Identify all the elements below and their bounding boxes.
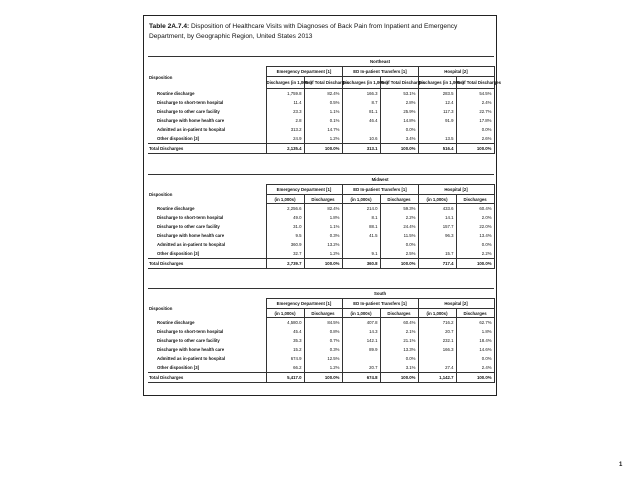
cell: 22.7%	[456, 107, 494, 116]
cell: 13.3%	[380, 345, 418, 354]
cell: 166.3	[342, 89, 380, 99]
region-label: Northeast	[266, 57, 494, 67]
cell: 360.9	[266, 240, 304, 249]
region-label: South	[266, 289, 494, 299]
col-header: Discharges	[304, 309, 342, 318]
cell: 13.2%	[304, 240, 342, 249]
cell: 89.9	[342, 345, 380, 354]
cell: 82.4%	[304, 204, 342, 214]
cell: 20.7	[418, 327, 456, 336]
cell: 2.4%	[456, 363, 494, 373]
cell: 1,142.7	[418, 373, 456, 383]
row-label: Discharge with home health care	[157, 347, 225, 352]
cell: 41.5	[342, 231, 380, 240]
cell: 2.8	[266, 116, 304, 125]
cell: 100.0%	[304, 373, 342, 383]
cell: 313.2	[266, 125, 304, 134]
cell: 117.3	[418, 107, 456, 116]
col-header: Discharges	[380, 309, 418, 318]
group-header-ed-transfers: ED In-patient Transfers [1]	[342, 67, 418, 77]
cell: 96.3	[418, 231, 456, 240]
table-row	[148, 354, 494, 363]
cell: 14.8%	[380, 116, 418, 125]
col-header: (in 1,000s)	[342, 309, 380, 318]
cell: 674.9	[266, 354, 304, 363]
cell	[418, 240, 456, 249]
cell: 166.3	[418, 345, 456, 354]
cell: 14.3	[342, 327, 380, 336]
group-header-ed: Emergency Department [1]	[266, 185, 342, 195]
table-row	[148, 98, 494, 107]
cell: 716.2	[418, 318, 456, 328]
row-label: Discharge to short-term hospital	[157, 100, 224, 105]
cell: 100.0%	[380, 373, 418, 383]
cell: 0.3%	[304, 345, 342, 354]
total-label: Total Discharges	[148, 259, 266, 269]
table-frame	[143, 15, 502, 396]
col-header: (in 1,000s)	[418, 309, 456, 318]
cell: 0.0%	[380, 125, 418, 134]
cell: 100.0%	[456, 144, 494, 154]
cell: 8.1	[342, 213, 380, 222]
table-row	[148, 336, 494, 345]
table-row	[148, 125, 494, 134]
cell: 10.6	[342, 134, 380, 144]
total-row	[148, 373, 494, 383]
table-row	[148, 222, 494, 231]
row-label: Discharge with home health care	[157, 118, 225, 123]
cell: 2,135.4	[266, 144, 304, 154]
col-header: (in 1,000s)	[418, 195, 456, 204]
row-label: Discharge to other care facility	[157, 224, 220, 229]
table-row	[148, 134, 494, 144]
cell: 2.4%	[456, 98, 494, 107]
cell: 12.4	[418, 98, 456, 107]
group-header-hospital: Hospital [2]	[418, 299, 494, 309]
cell	[342, 354, 380, 363]
cell: 12.5%	[304, 354, 342, 363]
cell: 283.5	[418, 89, 456, 99]
table-row	[148, 213, 494, 222]
group-header-hospital: Hospital [2]	[418, 185, 494, 195]
cell: 313.1	[342, 144, 380, 154]
cell: 214.0	[342, 204, 380, 214]
cell: 3.4%	[380, 134, 418, 144]
cell: 360.8	[342, 259, 380, 269]
cell: 157.7	[418, 222, 456, 231]
row-label: Other disposition [3]	[157, 136, 200, 141]
cell: 1.8%	[456, 327, 494, 336]
col-header: Discharges	[380, 195, 418, 204]
cell: 84.5%	[304, 318, 342, 328]
cell: 717.4	[418, 259, 456, 269]
cell: 2,256.6	[266, 204, 304, 214]
cell: 674.8	[342, 373, 380, 383]
group-header-ed: Emergency Department [1]	[266, 299, 342, 309]
total-row	[148, 259, 494, 269]
cell: 81.1	[342, 107, 380, 116]
cell: 54.5%	[456, 89, 494, 99]
row-label: Admitted as in-patient to hospital	[157, 242, 226, 247]
cell: 21.1%	[380, 336, 418, 345]
region-table-midwest	[148, 174, 495, 269]
cell: 1.1%	[304, 222, 342, 231]
cell: 0.7%	[304, 336, 342, 345]
cell: 24.4%	[380, 222, 418, 231]
table-row	[148, 345, 494, 354]
col-header: Discharges (in 1,000s)	[266, 77, 304, 89]
row-label: Discharge with home health care	[157, 233, 225, 238]
cell: 14.6%	[456, 345, 494, 354]
disposition-header: Disposition	[149, 75, 173, 80]
cell: 2.0%	[456, 213, 494, 222]
cell: 2.2%	[456, 249, 494, 259]
cell: 15.2	[266, 345, 304, 354]
cell: 100.0%	[304, 144, 342, 154]
total-label: Total Discharges	[148, 144, 266, 154]
cell: 9.1	[342, 249, 380, 259]
total-row	[148, 144, 494, 154]
row-label: Other disposition [3]	[157, 365, 200, 370]
cell: 0.0%	[456, 125, 494, 134]
row-label: Routine discharge	[157, 319, 195, 325]
total-label: Total Discharges	[148, 373, 266, 383]
cell: 60.4%	[380, 318, 418, 328]
col-header: % of Total Discharges	[304, 77, 342, 89]
cell: 14.1	[418, 213, 456, 222]
region-table-south	[148, 288, 495, 383]
table-row	[148, 204, 494, 214]
col-header: % of Total Discharges	[380, 77, 418, 89]
table-row	[148, 240, 494, 249]
row-label: Routine discharge	[157, 205, 195, 211]
cell: 88.1	[342, 222, 380, 231]
row-label: Routine discharge	[157, 90, 195, 96]
cell: 433.6	[418, 204, 456, 214]
cell: 1.1%	[304, 107, 342, 116]
cell: 9.5	[266, 231, 304, 240]
cell: 25.9%	[380, 107, 418, 116]
table-row	[148, 116, 494, 125]
cell: 2.8%	[380, 98, 418, 107]
col-header: Discharges	[304, 195, 342, 204]
cell: 15.7	[418, 249, 456, 259]
cell: 1.2%	[304, 134, 342, 144]
cell: 0.5%	[304, 98, 342, 107]
cell: 23.3	[266, 107, 304, 116]
col-header: Discharges	[456, 195, 494, 204]
table-title	[149, 22, 495, 42]
cell: 2,739.7	[266, 259, 304, 269]
cell: 0.0%	[380, 240, 418, 249]
region-label: Midwest	[266, 175, 494, 185]
cell: 407.8	[342, 318, 380, 328]
cell: 11.4	[266, 98, 304, 107]
cell: 31.0	[266, 222, 304, 231]
cell: 1,759.8	[266, 89, 304, 99]
table-title-text: Disposition of Healthcare Visits with Diagnoses of Back Pain from Inpatient and Emergency Department, by Geographic Region, United States 2013	[149, 23, 458, 40]
table-row	[148, 231, 494, 240]
cell: 142.1	[342, 336, 380, 345]
cell	[342, 240, 380, 249]
cell: 45.4	[266, 327, 304, 336]
cell: 8.7	[342, 98, 380, 107]
cell: 66.2	[266, 363, 304, 373]
cell: 2.5%	[380, 249, 418, 259]
page-number: 1	[619, 462, 623, 468]
table-row	[148, 363, 494, 373]
cell: 1.2%	[304, 363, 342, 373]
cell: 17.8%	[456, 116, 494, 125]
table-title-label: Table 2A.7.4:	[149, 23, 190, 30]
cell: 2.2%	[380, 213, 418, 222]
cell: 0.3%	[304, 231, 342, 240]
cell	[342, 125, 380, 134]
cell: 2.1%	[380, 327, 418, 336]
table-row	[148, 327, 494, 336]
col-header: Discharges (in 1,000s)	[418, 77, 456, 89]
row-label: Discharge to other care facility	[157, 338, 220, 343]
cell: 82.4%	[304, 89, 342, 99]
row-label: Discharge to short-term hospital	[157, 215, 224, 220]
col-header: (in 1,000s)	[266, 309, 304, 318]
cell: 20.7	[342, 363, 380, 373]
cell: 62.7%	[456, 318, 494, 328]
cell: 3.1%	[380, 363, 418, 373]
cell: 100.0%	[456, 373, 494, 383]
cell	[418, 125, 456, 134]
col-header: (in 1,000s)	[266, 195, 304, 204]
row-label: Admitted as in-patient to hospital	[157, 356, 226, 361]
col-header: Discharges (in 1,000s)	[342, 77, 380, 89]
cell: 100.0%	[304, 259, 342, 269]
cell: 60.4%	[456, 204, 494, 214]
cell: 27.4	[418, 363, 456, 373]
cell: 46.4	[342, 116, 380, 125]
cell: 22.0%	[456, 222, 494, 231]
cell: 18.4%	[456, 336, 494, 345]
table-row	[148, 249, 494, 259]
cell: 13.5	[418, 134, 456, 144]
cell: 4,580.0	[266, 318, 304, 328]
cell: 91.9	[418, 116, 456, 125]
cell: 0.0%	[380, 354, 418, 363]
table-row	[148, 89, 494, 99]
cell: 5,417.0	[266, 373, 304, 383]
region-table-northeast	[148, 56, 502, 154]
cell: 59.3%	[380, 204, 418, 214]
cell: 100.0%	[380, 259, 418, 269]
col-header: Discharges	[456, 309, 494, 318]
cell: 0.0%	[456, 354, 494, 363]
cell: 53.1%	[380, 89, 418, 99]
cell: 14.7%	[304, 125, 342, 134]
table-row	[148, 107, 494, 116]
cell: 24.9	[266, 134, 304, 144]
cell: 2.6%	[456, 134, 494, 144]
cell: 232.1	[418, 336, 456, 345]
row-label: Admitted as in-patient to hospital	[157, 127, 226, 132]
col-header: (in 1,000s)	[342, 195, 380, 204]
cell: 100.0%	[380, 144, 418, 154]
row-label: Discharge to short-term hospital	[157, 329, 224, 334]
col-header: % of Total Discharges	[456, 77, 494, 89]
cell: 0.1%	[304, 116, 342, 125]
group-header-ed: Emergency Department [1]	[266, 67, 342, 77]
group-header-ed-transfers: ED In-patient Transfers [1]	[342, 299, 418, 309]
cell: 0.0%	[456, 240, 494, 249]
cell: 49.0	[266, 213, 304, 222]
cell: 0.8%	[304, 327, 342, 336]
cell: 1.2%	[304, 249, 342, 259]
row-label: Other disposition [3]	[157, 251, 200, 256]
table-row	[148, 318, 494, 328]
group-header-ed-transfers: ED In-patient Transfers [1]	[342, 185, 418, 195]
row-label: Discharge to other care facility	[157, 109, 220, 114]
disposition-header: Disposition	[149, 305, 173, 311]
cell: 32.7	[266, 249, 304, 259]
disposition-header: Disposition	[149, 191, 173, 197]
cell: 516.4	[418, 144, 456, 154]
cell: 13.4%	[456, 231, 494, 240]
cell: 35.3	[266, 336, 304, 345]
cell: 11.5%	[380, 231, 418, 240]
cell	[418, 354, 456, 363]
group-header-hospital: Hospital [2]	[418, 67, 494, 77]
cell: 1.8%	[304, 213, 342, 222]
cell: 100.0%	[456, 259, 494, 269]
